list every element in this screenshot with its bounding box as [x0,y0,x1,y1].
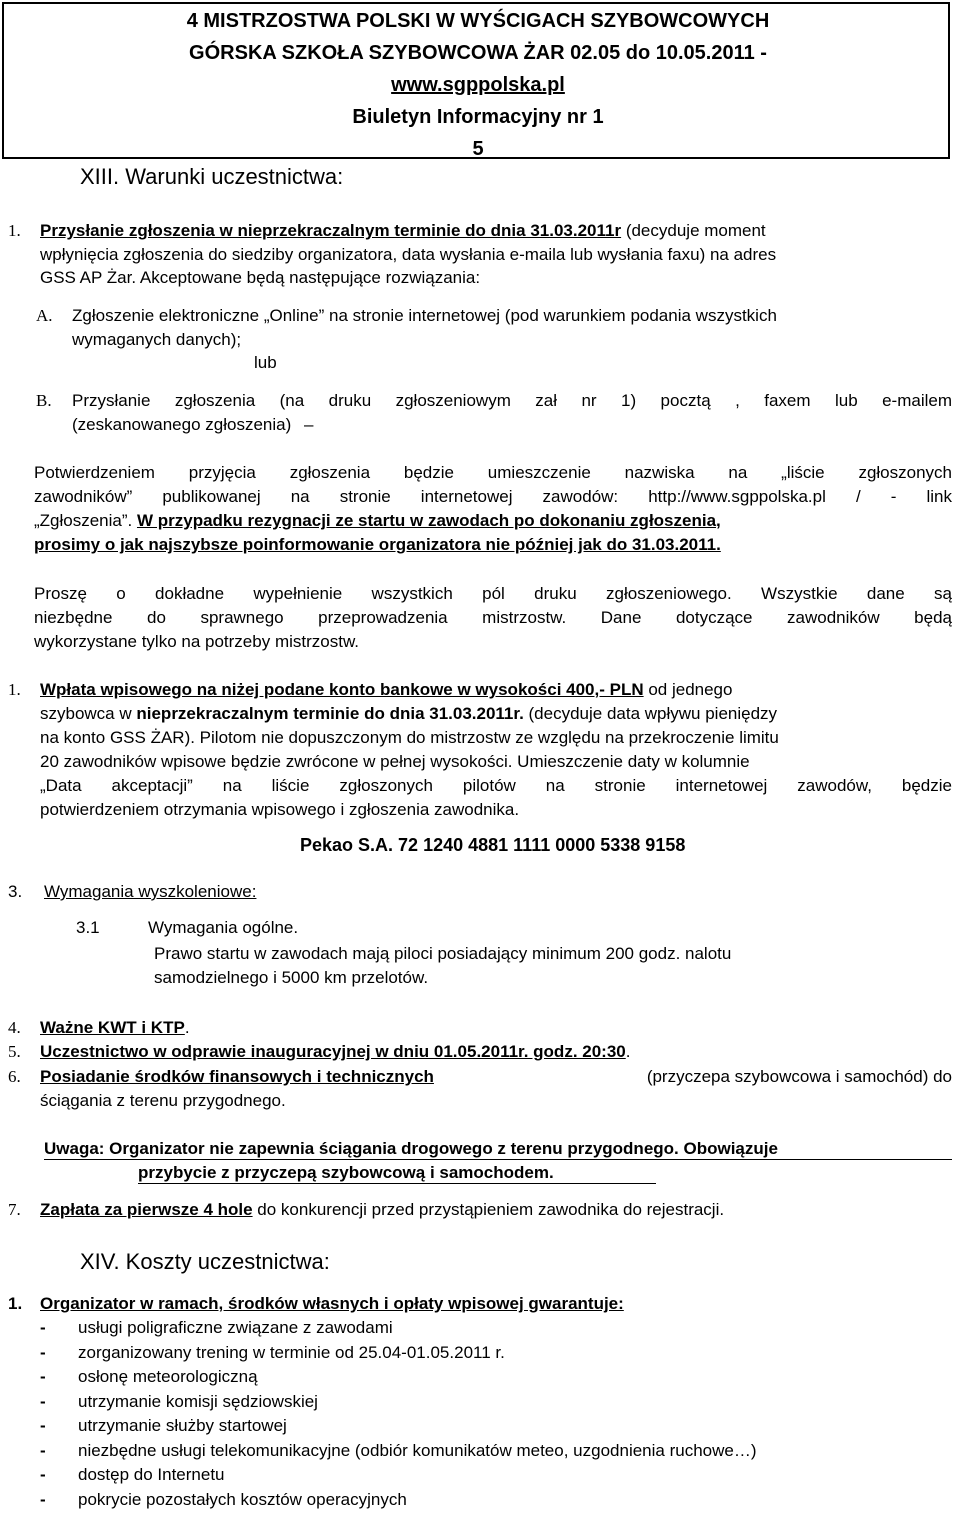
item-1-deadline: Przysłanie zgłoszenia w nieprzekraczalnym terminie do dnia 31.03.2011r [40,221,622,240]
item-4-number: 4. [8,1018,21,1037]
item-5-text: Uczestnictwo w odprawie inauguracyjnej w dniu 01.05.2011r. godz. 20:30 [40,1042,626,1061]
list-item: usługi poligraficzne związane z zawodami [78,1318,393,1337]
request-line-2: niezbędne do sprawnego przeprowadzenia mistrzostw. Dane dotyczące zawodników będą [34,608,952,627]
item-7-rest: do konkurencji przed przystąpieniem zawodnika do rejestracji. [252,1200,725,1219]
item-1-number: 1. [8,221,21,240]
item-6-line-2: ściągania z terenu przygodnego. [40,1091,286,1110]
request-line-1: Proszę o dokładne wypełnienie wszystkich pól druku zgłoszeniowego. Wszystkie dane są [34,584,952,603]
list-item: dostęp do Internetu [78,1465,225,1484]
option-a-letter: A. [36,306,53,325]
bank-account: Pekao S.A. 72 1240 4881 1111 0000 5338 9158 [300,835,686,855]
section-14-item-1-title: Organizator w ramach, środków własnych i opłaty wpisowej gwarantuje: [40,1294,624,1313]
item-5-number: 5. [8,1042,21,1061]
item-5-dot: . [625,1042,631,1061]
resignation-notice: W przypadku rezygnacji ze startu w zawodach po dokonaniu zgłoszenia, [136,511,721,530]
header-box [2,2,950,159]
section-14-title: XIV. Koszty uczestnictwa: [80,1249,330,1274]
bullet-marker: - [40,1367,46,1386]
warning-underline-1 [44,1159,952,1160]
fee-line-2-c: (decyduje data wpływu pieniędzy [523,704,778,723]
fee-item-number: 1. [8,680,21,699]
list-item: osłonę meteorologiczną [78,1367,258,1386]
item-4-line [40,1018,190,1038]
warning-line-2: przybycie z przyczepą szybowcową i samochodem. [138,1163,554,1182]
item-6-number: 6. [8,1067,21,1086]
item-5-line [40,1042,630,1062]
fee-line-3: na konto GSS ŻAR). Pilotom nie dopuszczonym do mistrzostw ze względu na przekroczenie limitu [40,728,779,747]
item-6-line-1-rest: (przyczepa szybowcowa i samochód) do [646,1067,952,1086]
bullet-marker: - [40,1318,46,1337]
option-b-line-2-text: (zeskanowanego zgłoszenia) [72,415,292,434]
fee-line-1 [40,680,732,700]
item-1-line-3: GSS AP Żar. Akceptowane będą następujące rozwiązania: [40,268,481,287]
item-7-title: Zapłata za pierwsze 4 hole [40,1200,253,1219]
list-item: zorganizowany trening w terminie od 25.04-01.05.2011 r. [78,1342,505,1362]
item-7-number: 7. [8,1200,21,1219]
item-4-text: Ważne KWT i KTP [40,1018,185,1037]
fee-deadline: nieprzekraczalnym terminie do dnia 31.03.2011r. [136,704,524,723]
section-14-item-1-number: 1. [8,1294,23,1313]
list-item: utrzymanie służby startowej [78,1416,287,1435]
confirmation-line-3 [34,511,721,531]
item-3-1-line-2: samodzielnego i 5000 km przelotów. [154,968,429,987]
fee-line-6: potwierdzeniem otrzymania wpisowego i zgłoszenia zawodnika. [40,800,520,819]
header-title: 4 MISTRZOSTWA POLSKI W WYŚCIGACH SZYBOWCOWYCH [186,10,770,32]
item-3-title: Wymagania wyszkoleniowe: [44,882,257,901]
option-or: lub [254,353,277,372]
option-a-line-2: wymaganych danych); [72,330,242,349]
bulletin-title: Biuletyn Informacyjny nr 1 [352,106,604,128]
option-b-dash: – [303,415,314,434]
item-4-dot: . [184,1018,190,1037]
option-b-line-2 [72,415,313,435]
option-a-line-1: Zgłoszenie elektroniczne „Online” na stronie internetowej (pod warunkiem podania wszystkich [72,306,777,325]
list-item: utrzymanie komisji sędziowskiej [78,1391,318,1411]
option-b-line-1: Przysłanie zgłoszenia (na druku zgłoszeniowym zał nr 1) pocztą , faxem lub e-mailem [72,391,952,410]
confirmation-line-2: zawodników” publikowanej na stronie internetowej zawodów: http://www.sgppolska.pl / - link [34,487,952,506]
fee-line-1-rest: od jednego [643,680,733,699]
header-website-link[interactable]: www.sgppolska.pl [391,74,565,96]
fee-amount: Wpłata wpisowego na niżej podane konto bankowe w wysokości 400,- PLN [40,680,644,699]
header-organizer-dates: GÓRSKA SZKOŁA SZYBOWCOWA ŻAR 02.05 do 10.05.2011 - [189,42,767,64]
option-b-letter: B. [36,391,52,410]
bullet-marker: - [40,1489,46,1509]
bullet-marker: - [40,1416,46,1435]
fee-line-2 [40,704,777,724]
confirmation-line-4: prosimy o jak najszybsze poinformowanie organizatora nie później jak do 31.03.2011. [34,535,721,554]
fee-line-2-a: szybowca w [40,704,137,723]
page-number: 5 [472,138,484,160]
warning-line-1: Uwaga: Organizator nie zapewnia ściągania drogowego z terenu przygodnego. Obowiązuje [44,1139,778,1158]
list-item: pokrycie pozostałych kosztów operacyjnych [78,1489,407,1509]
confirmation-line-1: Potwierdzeniem przyjęcia zgłoszenia będzie umieszczenie nazwiska na „liście zgłoszonych [34,463,952,482]
item-3-1-title: Wymagania ogólne. [148,918,299,937]
bullet-marker: - [40,1391,46,1411]
item-1-line-1-rest: (decyduje moment [621,221,766,240]
item-6-line-1 [40,1067,952,1087]
fee-line-4: 20 zawodników wpisowe będzie zwrócone w pełnej wysokości. Umieszczenie daty w kolumnie [40,752,750,771]
warning-underline-2 [138,1183,656,1184]
item-1-line-1 [40,221,766,241]
item-3-1-line-1: Prawo startu w zawodach mają piloci posiadający minimum 200 godz. nalotu [154,944,732,963]
section-13-title: XIII. Warunki uczestnictwa: [80,164,344,189]
bullet-marker: - [40,1465,46,1484]
item-7-line [40,1200,724,1220]
bullet-marker: - [40,1440,46,1460]
confirmation-link-label: „Zgłoszenia”. [34,511,137,530]
bullet-marker: - [40,1342,46,1362]
item-3-1-number: 3.1 [76,918,100,937]
request-line-3: wykorzystane tylko na potrzeby mistrzostw. [34,632,360,651]
item-3-number: 3. [8,882,23,901]
item-6-title: Posiadanie środków finansowych i technicznych [40,1067,434,1086]
item-1-line-2: wpłynięcia zgłoszenia do siedziby organizatora, data wysłania e-maila lub wysłania faxu) na adres [40,245,777,264]
fee-line-5: „Data akceptacji” na liście zgłoszonych pilotów na stronie internetowej zawodów, będzie [40,776,952,795]
list-item: niezbędne usługi telekomunikacyjne (odbiór komunikatów meteo, uzgodnienia ruchowe…) [78,1440,757,1460]
